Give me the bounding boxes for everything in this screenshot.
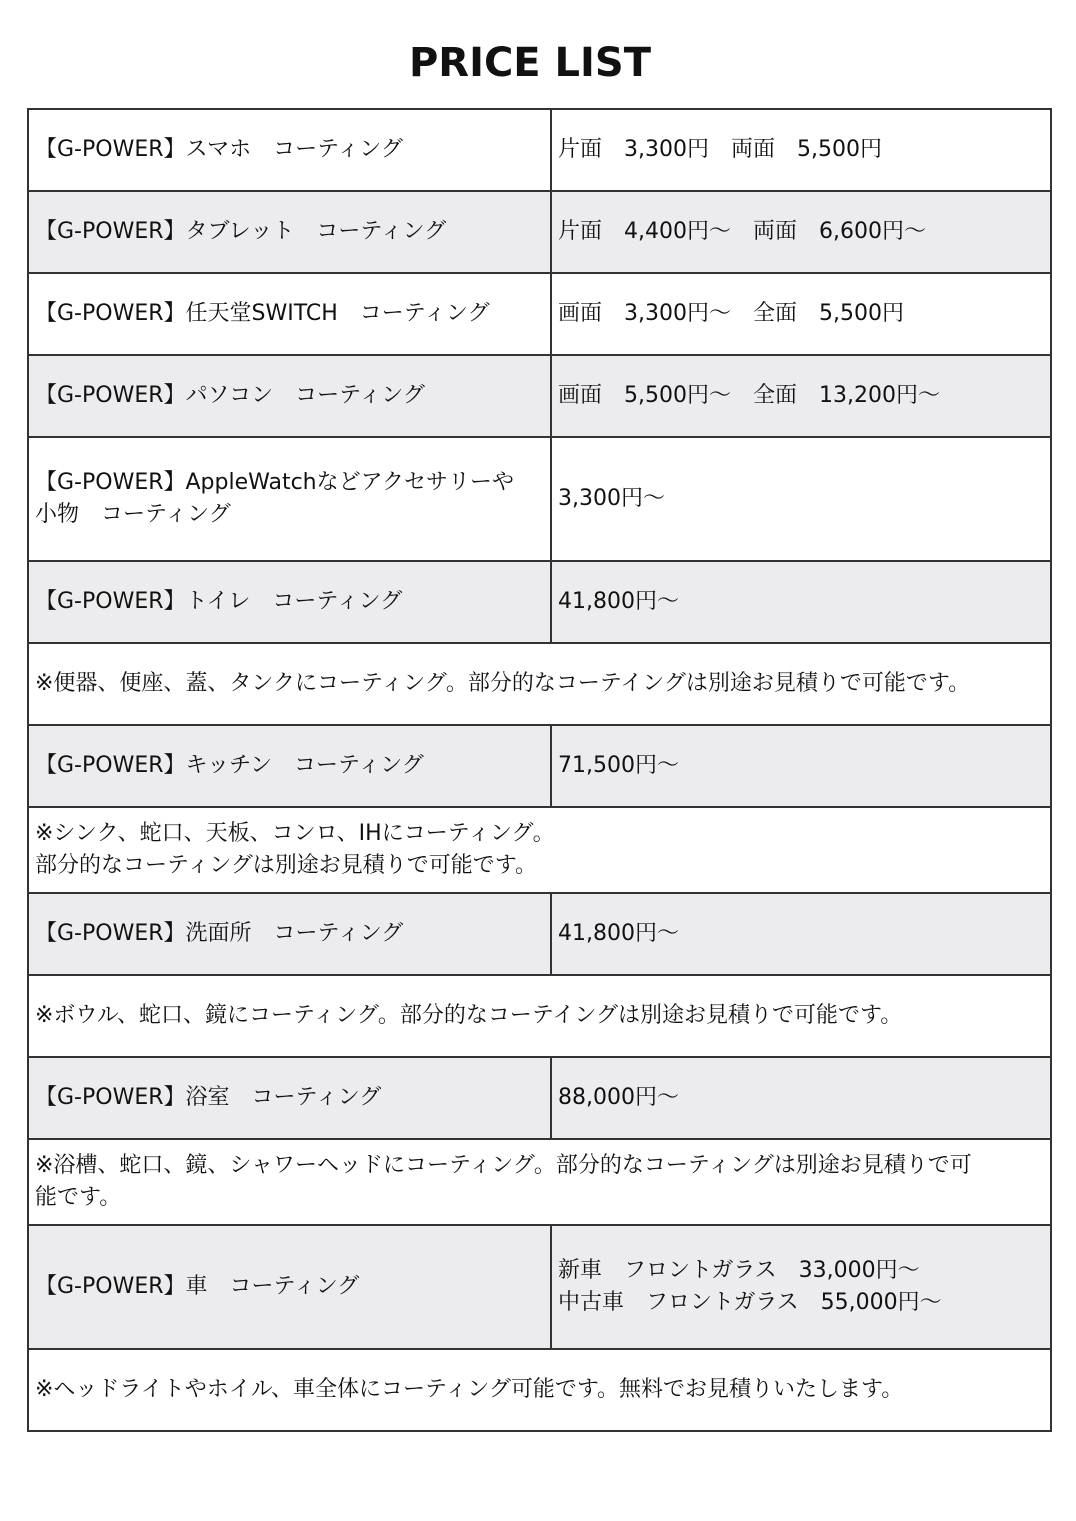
note-row — [28, 1349, 1051, 1431]
table-row — [28, 561, 1051, 643]
item-name: 【G-POWER】任天堂SWITCH コーティング — [28, 273, 551, 355]
item-price: 画面 3,300円～ 全面 5,500円 — [551, 273, 1051, 355]
note-text: ※ボウル、蛇口、鏡にコーティング。部分的なコーテイングは別途お見積りで可能です。 — [28, 975, 1051, 1057]
note-text: ※便器、便座、蓋、タンクにコーティング。部分的なコーテイングは別途お見積りで可能です。 — [28, 643, 1051, 725]
item-price: 88,000円～ — [551, 1057, 1051, 1139]
note-text — [28, 807, 1051, 893]
table-row — [28, 437, 1051, 561]
note-line: ※浴槽、蛇口、鏡、シャワーヘッドにコーティング。部分的なコーティングは別途お見積りで可 — [35, 1153, 972, 1178]
table-row — [28, 725, 1051, 807]
item-name: 【G-POWER】スマホ コーティング — [28, 109, 551, 191]
item-name: 【G-POWER】キッチン コーティング — [28, 725, 551, 807]
note-row — [28, 807, 1051, 893]
table-row — [28, 355, 1051, 437]
note-line: ※シンク、蛇口、天板、コンロ、IHにコーティング。 — [35, 821, 555, 846]
item-name: 【G-POWER】車 コーティング — [28, 1225, 551, 1349]
item-price-line: 新車 フロントガラス 33,000円～ — [558, 1258, 920, 1283]
note-text — [28, 1139, 1051, 1225]
item-price: 片面 4,400円～ 両面 6,600円～ — [551, 191, 1051, 273]
item-name-line: 小物 コーティング — [35, 502, 231, 527]
item-name: 【G-POWER】トイレ コーティング — [28, 561, 551, 643]
table-row — [28, 109, 1051, 191]
item-name: 【G-POWER】タブレット コーティング — [28, 191, 551, 273]
item-name: 【G-POWER】洗面所 コーティング — [28, 893, 551, 975]
note-line: 部分的なコーティングは別途お見積りで可能です。 — [35, 853, 538, 878]
table-row — [28, 1225, 1051, 1349]
price-table — [27, 108, 1052, 1432]
item-price: 3,300円～ — [551, 437, 1051, 561]
item-price: 画面 5,500円～ 全面 13,200円～ — [551, 355, 1051, 437]
note-row — [28, 643, 1051, 725]
item-name: 【G-POWER】パソコン コーティング — [28, 355, 551, 437]
item-price: 41,800円～ — [551, 893, 1051, 975]
item-price: 片面 3,300円 両面 5,500円 — [551, 109, 1051, 191]
note-row — [28, 1139, 1051, 1225]
item-price-line: 中古車 フロントガラス 55,000円～ — [558, 1290, 942, 1315]
table-row — [28, 273, 1051, 355]
table-row — [28, 1057, 1051, 1139]
item-name: 【G-POWER】浴室 コーティング — [28, 1057, 551, 1139]
note-text: ※ヘッドライトやホイル、車全体にコーティング可能です。無料でお見積りいたします。 — [28, 1349, 1051, 1431]
item-price: 71,500円～ — [551, 725, 1051, 807]
table-row — [28, 191, 1051, 273]
note-line: 能です。 — [35, 1185, 122, 1210]
page-title: PRICE LIST — [408, 40, 652, 86]
item-name — [28, 437, 551, 561]
item-price: 41,800円～ — [551, 561, 1051, 643]
item-price — [551, 1225, 1051, 1349]
table-row — [28, 893, 1051, 975]
item-name-line: 【G-POWER】AppleWatchなどアクセサリーや — [35, 470, 514, 495]
note-row — [28, 975, 1051, 1057]
